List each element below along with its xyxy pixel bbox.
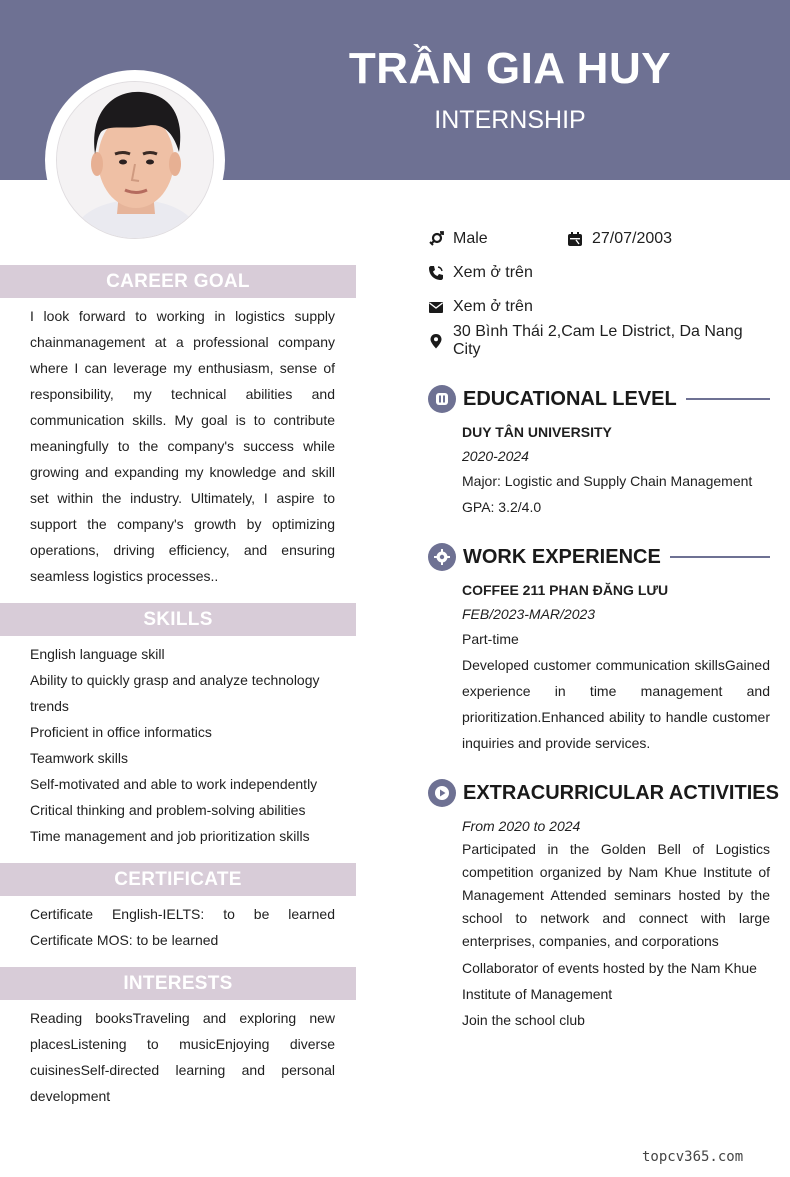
experience-body [428,578,770,756]
education-gpa: GPA: 3.2/4.0 [462,499,542,515]
career-goal-heading: CAREER GOAL [0,265,356,298]
activity-item: Join the school club [462,1012,585,1028]
experience-title: WORK EXPERIENCE [463,545,661,568]
experience-header [428,542,770,572]
candidate-name: TRẦN GIA HUY [348,44,672,93]
envelope-icon [428,299,444,315]
skill-item: Ability to quickly grasp and analyze technology trends [30,672,320,714]
contact-row-email [428,290,770,324]
activities-header [428,778,779,808]
activities-body [428,814,770,1033]
right-column [428,222,779,1033]
interests-heading: INTERESTS [0,967,356,1000]
skills-list [0,636,356,863]
phone-value: Xem ở trên [453,264,533,281]
experience-period: FEB/2023-MAR/2023 [462,606,596,622]
avatar [56,81,214,239]
education-title: EDUCATIONAL LEVEL [463,387,677,410]
calendar-icon [567,231,583,247]
skill-item: Critical thinking and problem-solving abilities [30,802,306,818]
education-header [428,384,770,414]
book-icon [428,385,456,413]
skill-item: Teamwork skills [30,750,129,766]
activity-item: Collaborator of events hosted by the Nam Khue Institute of Management [462,960,757,1002]
gender-icon [428,231,444,247]
education-major: Major: Logistic and Supply Chain Management [462,473,753,489]
birthday-field [567,230,672,248]
school-name: DUY TÂN UNIVERSITY [462,424,612,440]
certificate-heading: CERTIFICATE [0,863,356,896]
left-column [0,265,356,1123]
skills-heading: SKILLS [0,603,356,636]
skill-item: Self-motivated and able to work independently [30,776,318,792]
company-name: COFFEE 211 PHAN ĐĂNG LƯU [462,582,669,598]
experience-description: Developed customer communication skillsGained experience in time management and prioritization.Enhanced ability to handle customer inquiries and provide services. [462,657,770,751]
section-divider [670,556,770,558]
skill-item: Time management and job prioritization skills [30,828,310,844]
education-body [428,420,770,520]
contact-row-address [428,324,770,358]
contact-row-phone [428,256,770,290]
activities-title: EXTRACURRICULAR ACTIVITIES [463,781,779,804]
experience-role: Part-time [462,631,519,647]
gender-value: Male [453,230,488,247]
phone-icon [428,265,444,281]
contact-row-personal [428,222,770,256]
skill-item: Proficient in office informatics [30,724,212,740]
education-period: 2020-2024 [462,448,529,464]
activities-period: From 2020 to 2024 [462,818,581,834]
skill-item: English language skill [30,646,165,662]
portrait-photo [57,82,214,239]
desired-position: INTERNSHIP [434,106,586,134]
site-watermark: topcv365.com [642,1149,744,1165]
gear-icon [428,543,456,571]
birthday-value: 27/07/2003 [592,230,673,247]
map-pin-icon [428,333,444,349]
play-icon [428,779,456,807]
address-value: 30 Bình Thái 2,Cam Le District, Da Nang City [453,323,743,358]
activities-description: Participated in the Golden Bell of Logistics competition organized by Nam Khue Institute of Management Attended seminars hosted by the school to network and connect with large enterprises, companies, and corporations [462,841,770,949]
gender-field [428,230,567,248]
section-divider [686,398,770,400]
interests-text: Reading booksTraveling and exploring new placesListening to musicEnjoying diverse cuisinesSelf-directed learning and personal development [30,1010,335,1104]
career-goal-text: I look forward to working in logistics supply chainmanagement at a professional company where I can leverage my enthusiasm, sense of responsibility, my technical abilities and communication skills. My goal is to contribute meaningfully to the company's success while growing and expanding my knowledge and skill set within the industry. Ultimately, I aspire to support the company's growth by optimizing operations, driving efficiency, and ensuring seamless logistics processes.. [30,308,335,584]
certificate-text: Certificate English-IELTS: to be learned Certificate MOS: to be learned [30,906,335,948]
email-value: Xem ở trên [453,298,533,315]
